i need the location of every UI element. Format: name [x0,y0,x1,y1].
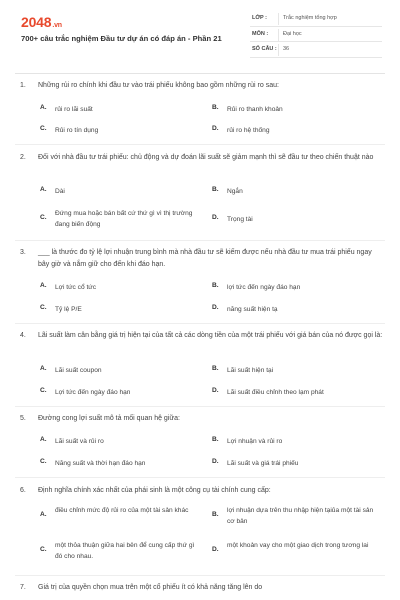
option-letter: A. [40,511,47,518]
question-divider [15,144,385,145]
option-letter: D. [212,458,219,465]
page-header [0,0,400,74]
option-text: Lợi nhuận và rủi ro [227,438,283,445]
option-letter: C. [40,387,47,394]
option-text: Tỷ lệ P/E [55,306,82,313]
question-text: Những rủi ro chính khi đầu tư vào trái phiếu không bao gồm những rủi ro sau: [38,82,279,89]
option-letter: C. [40,214,47,221]
option-text: Lãi suất và giá trái phiếu [227,460,299,467]
option-text: Năng suất và thời hạn đáo hạn [55,460,146,467]
option-letter: B. [212,436,219,443]
option-letter: B. [212,186,219,193]
logo-main: 2048 [21,14,52,30]
question-number: 5. [20,415,26,422]
meta-row-subject [250,27,382,43]
option-text: điều chỉnh mức độ rủi ro của một tài sản khác [55,507,189,514]
option-text: năng suất hiện tạ [227,306,278,313]
question-divider [15,406,385,407]
question-divider [15,323,385,324]
option-letter: D. [212,546,219,553]
option-text: Lợi tức cổ tức [55,284,97,291]
option-letter: C. [40,458,47,465]
option-letter: B. [212,511,219,518]
meta-value: Trắc nghiệm tổng hợp [283,15,337,21]
option-letter: D. [212,214,219,221]
site-logo[interactable] [21,14,62,30]
option-letter: B. [212,282,219,289]
option-letter: A. [40,104,47,111]
meta-value: 36 [283,46,290,52]
question-text: Đường cong lợi suất mô tả mối quan hệ giữa: [38,415,180,422]
question-divider [15,240,385,241]
option-text: rủi ro lãi suất [55,106,93,113]
meta-divider [278,13,279,25]
option-text: Lãi suất và rủi ro [55,438,104,445]
option-letter: A. [40,186,47,193]
option-letter: C. [40,304,47,311]
option-letter: B. [212,365,219,372]
option-letter: C. [40,546,47,553]
option-letter: D. [212,125,219,132]
question-text: ___ là thước đo tỷ lệ lợi nhuận trung bình mà nhà đầu tư sẽ kiếm được nếu nhà đầu tư mua trái phiếu ngay bây giờ và nắm giữ cho đến khi đáo hạn. [38,249,372,269]
option-text: Rủi ro tín dụng [55,127,99,134]
option-letter: C. [40,125,47,132]
option-text: rủi ro hệ thống [227,127,270,134]
option-text: lợi nhuận dựa trên thu nhập hiện tạiủa một tài sản cơ bản [227,507,374,525]
option-text: một thỏa thuận giữa hai bên để cung cấp thứ gì đó cho nhau. [55,542,195,560]
option-letter: A. [40,282,47,289]
question-number: 4. [20,332,26,339]
question-divider [15,575,385,576]
question-number: 1. [20,82,26,89]
option-text: Lãi suất điều chỉnh theo lạm phát [227,389,324,396]
meta-divider [278,29,279,41]
question-number: 7. [20,584,26,591]
option-letter: D. [212,304,219,311]
option-text: Lãi suất coupon [55,367,102,374]
option-letter: B. [212,104,219,111]
option-text: Dài [55,188,65,195]
meta-value: Đại học [283,30,302,37]
document-title: 700+ câu trắc nghiệm Đầu tư dự án có đáp án - Phần 21 [21,34,222,43]
meta-key: MÔN : [252,30,269,37]
document-meta [250,11,382,58]
meta-divider [278,44,279,56]
option-text: Lợi tức đến ngày đáo hạn [55,389,131,396]
question-divider [15,477,385,478]
question-number: 3. [20,249,26,256]
meta-key: LỚP : [252,15,267,21]
question-number: 6. [20,487,26,494]
meta-row-count [250,42,382,58]
option-text: Lãi suất hiện tại [227,367,274,374]
question-text: Đối với nhà đầu tư trái phiếu: chủ động và dự đoán lãi suất sẽ giảm mạnh thì sẽ đầu tư theo chiến thuật nào [38,154,374,161]
option-text: lợi tức đến ngày đáo hạn [227,284,301,291]
option-text: Đứng mua hoặc bán bất cứ thứ gì vì thị trường đang biến động [55,210,193,228]
option-text: Trọng tài [227,216,253,223]
option-letter: D. [212,387,219,394]
option-letter: A. [40,365,47,372]
meta-row-class [250,11,382,27]
option-text: Rủi ro thanh khoản [227,106,283,113]
option-text: một khoản vay cho một giao dịch trong tương lai [227,542,369,549]
option-letter: A. [40,436,47,443]
meta-key: SỐ CÂU : [252,46,277,52]
header-divider [15,73,385,74]
logo-tld: .vn [52,22,62,29]
question-text: Giá trị của quyền chọn mua trên một cổ phiếu ít có khả năng tăng lên do [38,584,263,591]
question-text: Định nghĩa chính xác nhất của phái sinh là một công cụ tài chính cung cấp: [38,487,271,494]
question-text: Lãi suất làm cân bằng giá trị hiện tại của tất cả các dòng tiền của một trái phiếu với giá bán của nó được gọi là: [38,332,383,339]
question-number: 2. [20,154,26,161]
option-text: Ngắn [227,188,243,195]
